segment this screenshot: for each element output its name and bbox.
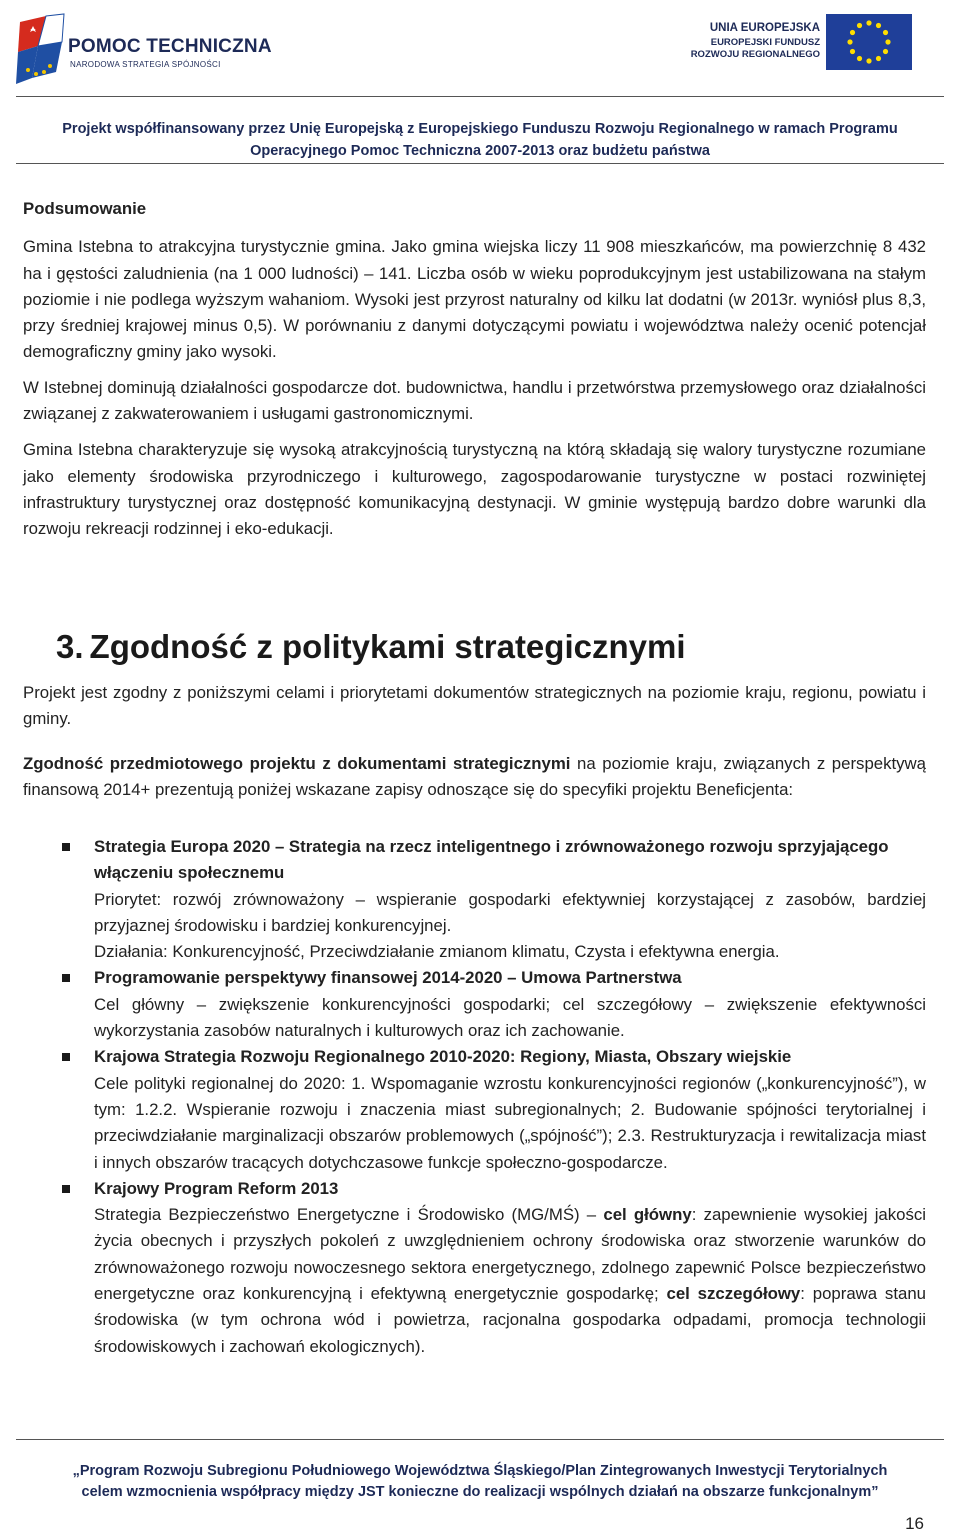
square-bullet-icon	[62, 1053, 70, 1061]
header-divider-bottom	[16, 163, 944, 164]
square-bullet-icon	[62, 974, 70, 982]
eu-logo	[686, 14, 912, 70]
list-item	[23, 834, 926, 965]
list-item-title: Strategia Europa 2020 – Strategia na rzecz inteligentnego i zrównoważonego rozwoju sprzyjającego włączeniu społecznemu	[94, 837, 889, 883]
cofinancing-line1: Projekt współfinansowany przez Unię Europejską z Europejskiego Funduszu Rozwoju Regionalnego w ramach Programu	[62, 121, 898, 137]
chapter-lead-paragraph	[23, 751, 926, 804]
eu-flag-icon	[826, 14, 912, 70]
pomoc-techniczna-logo	[16, 12, 272, 88]
list-item-text-part: : zapewnienie wysokiej jakości życia obecnych i przyszłych pokoleń z uwzględnieniem ochrony środowiska oraz stworzenie warunków do zrównoważonego rozwoju nowoczesnego sektora energetycznego, zdolnego zapewnić Polsce bezpieczeństwo energetyczne oraz konkurencyjną i efektywną energetycznie gospodarkę;	[94, 1205, 926, 1304]
summary-paragraph-tourism: Gmina Istebna charakteryzuje się wysoką atrakcyjnością turystyczną na którą składają się walory turystyczne rozumiane jako elementy środowiska przyrodniczego i kulturowego, zagospodarowanie turystyczne w postaci rozwiniętej infrastruktury turystycznej oraz dostępność komunikacyjną destynacji. W gminie występują bardzo dobre warunki dla rozwoju rekreacji rodzinnej i eko-edukacji.	[23, 440, 926, 539]
chapter-lead-rest: na poziomie kraju, związanych z perspektywą finansową 2014+ prezentują poniżej wskazane zapisy odnoszące się do specyfiki projektu Beneficjenta:	[23, 753, 927, 799]
eu-logo-line3: ROZWOJU REGIONALNEGO	[690, 49, 820, 60]
header-divider	[16, 96, 944, 97]
logo-subtitle-text: NARODOWA STRATEGIA SPÓJNOŚCI	[70, 60, 221, 69]
footer-line2: celem wzmocnienia współpracy między JST konieczne do realizacji wspólnych działań na obszarze funkcjonalnym”	[81, 1484, 879, 1500]
list-item	[23, 965, 926, 1044]
square-bullet-icon	[62, 843, 70, 851]
summary-paragraph-economy: W Istebnej dominują działalności gospodarcze dot. budownictwa, handlu i przetwórstwa przemysłowego oraz działalności związanej z zakwaterowaniem i usługami gastronomicznymi.	[23, 377, 926, 424]
chapter-lead-bold: Zgodność przedmiotowego projektu z dokumentami strategicznymi	[23, 753, 571, 773]
footer	[16, 1461, 944, 1503]
eu-logo-line2: EUROPEJSKI FUNDUSZ	[710, 37, 820, 48]
list-item-text-bold: cel główny	[603, 1205, 692, 1225]
eu-logo-line1: UNIA EUROPEJSKA	[709, 22, 820, 34]
pomoc-techniczna-emblem-icon	[16, 12, 66, 88]
strategy-list	[23, 834, 926, 1360]
footer-line1: „Program Rozwoju Subregionu Południowego Województwa Śląskiego/Plan Zintegrowanych Inwestycji Terytorialnych	[72, 1463, 888, 1479]
chapter-title: Zgodność z politykami strategicznymi	[89, 628, 686, 665]
chapter-intro-section	[23, 680, 926, 803]
list-item-text-part: : poprawa stanu środowiska (w tym ochrona wód i powietrza, racjonalna gospodarka odpadami, promocja technologii środowiskowych i zachowań ekologicznych).	[94, 1284, 926, 1356]
page-number: 16	[905, 1514, 924, 1533]
footer-divider	[16, 1439, 944, 1440]
list-item-title: Krajowa Strategia Rozwoju Regionalnego 2010-2020: Regiony, Miasta, Obszary wiejskie	[94, 1047, 792, 1067]
summary-section	[23, 196, 926, 543]
cofinancing-line2: Operacyjnego Pomoc Techniczna 2007-2013 oraz budżetu państwa	[250, 143, 710, 159]
list-item-text: Działania: Konkurencyjność, Przeciwdziałanie zmianom klimatu, Czysta i efektywna energia.	[94, 942, 780, 962]
chapter-heading	[56, 628, 685, 666]
list-item-title: Krajowy Program Reform 2013	[94, 1178, 339, 1198]
cofinancing-statement	[16, 118, 944, 162]
list-item-text-part: Strategia Bezpieczeństwo Energetyczne i Środowisko (MG/MŚ) –	[94, 1205, 604, 1225]
list-item-text	[94, 1202, 926, 1360]
list-item	[23, 1176, 926, 1360]
list-item-text: Cel główny – zwiększenie konkurencyjności gospodarki; cel szczegółowy – zwiększenie efektywności wykorzystania zasobów naturalnych i kulturowych oraz ich zachowanie.	[94, 994, 926, 1041]
logo-brand-text: POMOC TECHNICZNA	[68, 36, 272, 57]
summary-heading: Podsumowanie	[23, 199, 147, 218]
list-item	[23, 1044, 926, 1175]
list-item-title: Programowanie perspektywy finansowej 2014-2020 – Umowa Partnerstwa	[94, 968, 682, 988]
summary-paragraph-demography: Gmina Istebna to atrakcyjna turystycznie gmina. Jako gmina wiejska liczy 11 908 mieszkańców, ma powierzchnię 8 432 ha i gęstości zaludnienia (na 1 000 ludności) – 141. Liczba osób w wieku poprodukcyjnym jest ustabilizowana na stałym poziomie i nie podlega wyższym wahaniom. Wysoki jest przyrost naturalny od kilku lat dodatni (w 2013r. wyniósł plus 8,3, przy średniej krajowej minus 0,5). W porównaniu z danymi dotyczącymi powiatu i województwa należy ocenić potencjał demograficzny gminy jako wysoki.	[23, 237, 926, 362]
chapter-number: 3.	[56, 628, 84, 665]
list-item-text-bold: cel szczegółowy	[666, 1284, 801, 1304]
square-bullet-icon	[62, 1185, 70, 1193]
list-item-text: Cele polityki regionalnej do 2020: 1. Wspomaganie wzrostu konkurencyjności regionów („konkurencyjność”), w tym: 1.2.2. Wspieranie rozwoju i znaczenia miast subregionalnych; 2. Budowanie spójności terytorialnej i przeciwdziałanie marginalizacji obszarów problemowych („spójność”); 2.3. Restrukturyzacja i rewitalizacja miast i innych obszarów tracących dotychczasowe funkcje społeczno-gospodarcze.	[94, 1073, 926, 1172]
list-item-text: Priorytet: rozwój zrównoważony – wspieranie gospodarki efektywniej korzystającej z zasobów, bardziej przyjaznej środowisku i bardziej konkurencyjnej.	[94, 889, 926, 935]
chapter-intro-paragraph: Projekt jest zgodny z poniższymi celami i priorytetami dokumentów strategicznych na poziomie kraju, regionu, powiatu i gminy.	[23, 683, 926, 729]
